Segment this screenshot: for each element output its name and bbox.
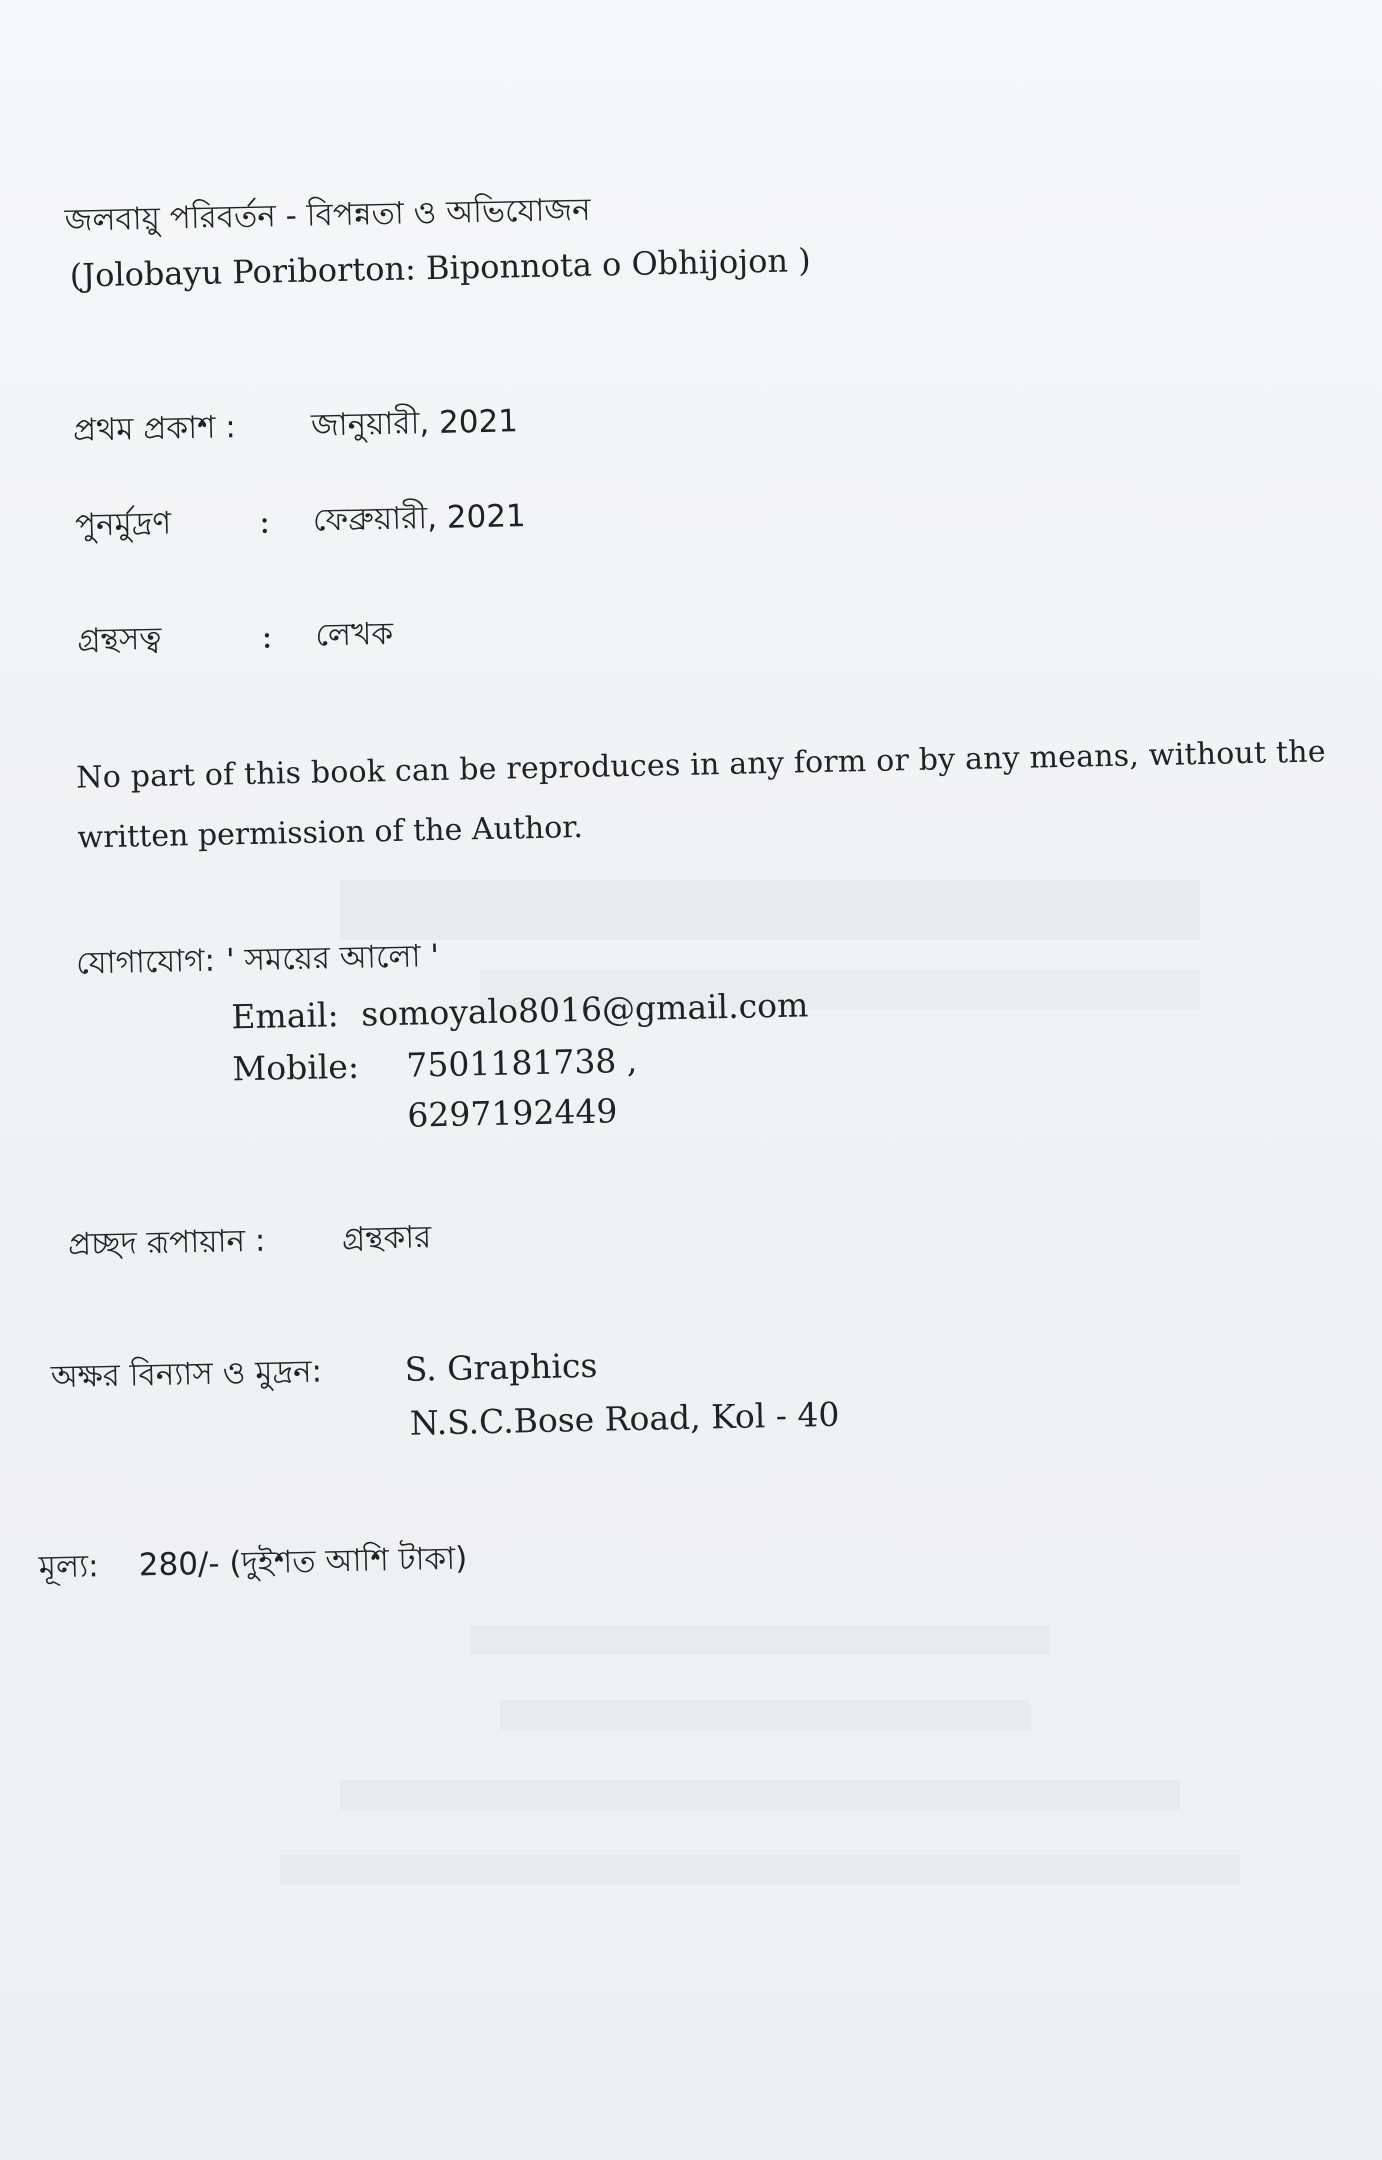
email-value: somoyalo8016@gmail.com: [360, 985, 809, 1034]
notice-line-2: written permission of the Author.: [77, 809, 584, 856]
price-value: 280/- (দুইশত আশি টাকা): [138, 1540, 468, 1584]
cover-value: গ্রন্থকার: [341, 1219, 432, 1258]
email-label: Email:: [230, 995, 340, 1037]
first-edition-value: জানুয়ারী, 2021: [310, 403, 519, 444]
reprint-value: ফেব্রুয়ারী, 2021: [312, 498, 527, 539]
title-bengali: জলবায়ু পরিবর্তন - বিপন্নতা ও অভিযোজন: [64, 191, 591, 239]
copyright-value: লেখক: [315, 615, 394, 654]
contact-org: ' সময়ের আলো ': [225, 938, 440, 979]
mobile-number-1: 7501181738 ,: [405, 1040, 638, 1085]
reprint-label: পুনর্মুদ্রণ: [74, 505, 172, 544]
typesetting-address: N.S.C.Bose Road, Kol - 40: [409, 1394, 840, 1443]
cover-label: প্রচ্ছদ রূপায়ান :: [67, 1222, 266, 1263]
notice-line-1: No part of this book can be reproduces in any form or by any means, without the: [75, 734, 1327, 796]
contact-label: যোগাযোগ:: [75, 942, 216, 982]
mobile-label: Mobile:: [232, 1046, 360, 1089]
reprint-colon: :: [258, 501, 271, 541]
price-label: মূল্য:: [38, 1548, 99, 1586]
copyright-label: গ্রন্থসত্ব: [77, 620, 162, 659]
typesetting-name: S. Graphics: [404, 1345, 598, 1389]
typesetting-label: অক্ষর বিন্যাস ও মুদ্রন:: [50, 1353, 323, 1396]
copyright-colon: :: [260, 616, 273, 656]
first-edition-label: প্রথম প্রকাশ :: [72, 409, 237, 449]
mobile-number-2: 6297192449: [407, 1091, 618, 1135]
title-transliteration: (Jolobayu Poriborton: Biponnota o Obhijojon ): [69, 241, 812, 295]
